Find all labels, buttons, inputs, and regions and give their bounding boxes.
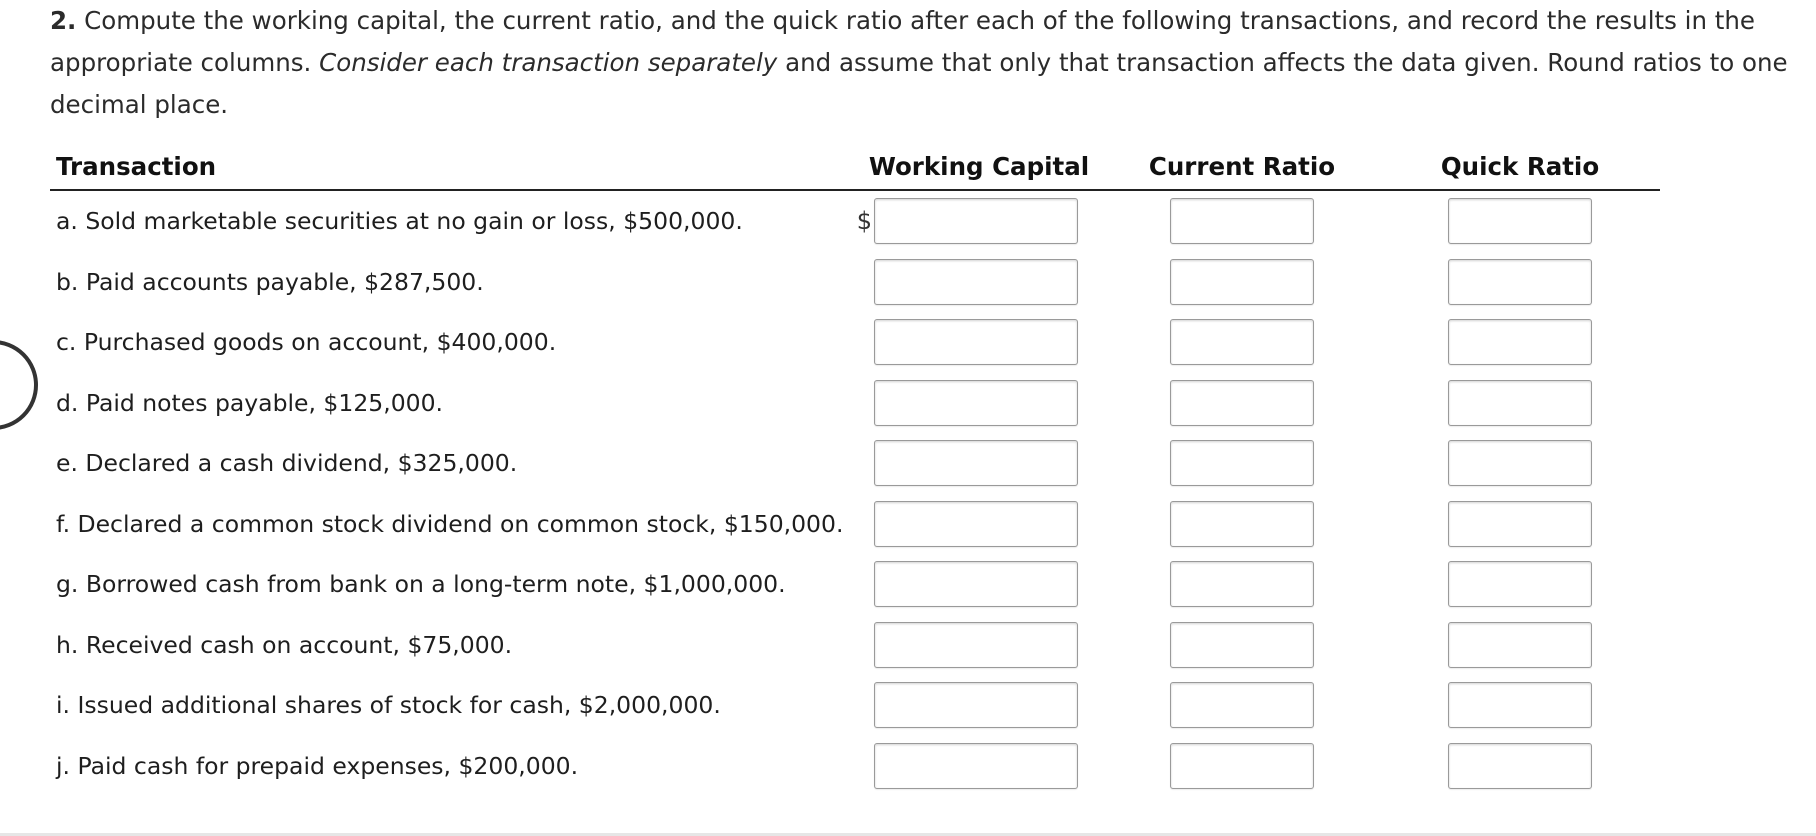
transaction-description: a. Sold marketable securities at no gain or loss, $500,000. bbox=[56, 207, 743, 236]
table-row bbox=[50, 373, 1660, 434]
quick-ratio-input[interactable] bbox=[1448, 198, 1592, 244]
quick-ratio-input[interactable] bbox=[1448, 561, 1592, 607]
table-header-row bbox=[50, 143, 1660, 190]
header-working-capital: Working Capital bbox=[854, 143, 1104, 190]
quick-ratio-input[interactable] bbox=[1448, 380, 1592, 426]
working-capital-input[interactable] bbox=[874, 561, 1078, 607]
current-ratio-input[interactable] bbox=[1170, 682, 1314, 728]
table-row bbox=[50, 615, 1660, 676]
current-ratio-input[interactable] bbox=[1170, 380, 1314, 426]
table-row bbox=[50, 736, 1660, 797]
transaction-description: j. Paid cash for prepaid expenses, $200,000. bbox=[56, 751, 579, 780]
transaction-description: g. Borrowed cash from bank on a long-term note, $1,000,000. bbox=[56, 570, 786, 599]
question-instructions bbox=[50, 0, 1790, 126]
table-row bbox=[50, 433, 1660, 494]
quick-ratio-input[interactable] bbox=[1448, 743, 1592, 789]
instruction-text-part2: and assume that only that transaction affects the data given. Round ratios to one decimal place. bbox=[50, 48, 1788, 119]
question-number: 2. bbox=[50, 6, 77, 35]
working-capital-input[interactable] bbox=[874, 743, 1078, 789]
working-capital-input[interactable] bbox=[874, 259, 1078, 305]
quick-ratio-input[interactable] bbox=[1448, 440, 1592, 486]
header-quick-ratio: Quick Ratio bbox=[1380, 143, 1660, 190]
quick-ratio-input[interactable] bbox=[1448, 319, 1592, 365]
transaction-description: c. Purchased goods on account, $400,000. bbox=[56, 328, 557, 357]
transactions-table bbox=[50, 143, 1660, 796]
current-ratio-input[interactable] bbox=[1170, 440, 1314, 486]
working-capital-input[interactable] bbox=[874, 501, 1078, 547]
table-row bbox=[50, 190, 1660, 252]
transaction-description: b. Paid accounts payable, $287,500. bbox=[56, 267, 484, 296]
circle-marker-icon bbox=[0, 340, 38, 430]
transaction-description: f. Declared a common stock dividend on common stock, $150,000. bbox=[56, 509, 844, 538]
current-ratio-input[interactable] bbox=[1170, 198, 1314, 244]
transaction-description: e. Declared a cash dividend, $325,000. bbox=[56, 449, 518, 478]
quick-ratio-input[interactable] bbox=[1448, 682, 1592, 728]
quick-ratio-input[interactable] bbox=[1448, 259, 1592, 305]
dollar-sign: $ bbox=[856, 207, 872, 236]
current-ratio-input[interactable] bbox=[1170, 561, 1314, 607]
quick-ratio-input[interactable] bbox=[1448, 622, 1592, 668]
transaction-description: i. Issued additional shares of stock for cash, $2,000,000. bbox=[56, 691, 721, 720]
working-capital-input[interactable] bbox=[874, 440, 1078, 486]
working-capital-input[interactable] bbox=[874, 198, 1078, 244]
transaction-description: h. Received cash on account, $75,000. bbox=[56, 630, 513, 659]
table-row bbox=[50, 554, 1660, 615]
current-ratio-input[interactable] bbox=[1170, 622, 1314, 668]
working-capital-input[interactable] bbox=[874, 622, 1078, 668]
table-row bbox=[50, 675, 1660, 736]
table-row bbox=[50, 312, 1660, 373]
header-transaction: Transaction bbox=[50, 143, 854, 190]
table-row bbox=[50, 494, 1660, 555]
instruction-emphasis: Consider each transaction separately bbox=[319, 48, 778, 77]
working-capital-input[interactable] bbox=[874, 319, 1078, 365]
current-ratio-input[interactable] bbox=[1170, 743, 1314, 789]
instruction-text-part1: Compute the working capital, the current ratio, and the quick ratio after each of the following transactions, and record the results in the appropriate columns. bbox=[50, 6, 1755, 77]
table-row bbox=[50, 252, 1660, 313]
current-ratio-input[interactable] bbox=[1170, 501, 1314, 547]
working-capital-input[interactable] bbox=[874, 682, 1078, 728]
working-capital-input[interactable] bbox=[874, 380, 1078, 426]
current-ratio-input[interactable] bbox=[1170, 259, 1314, 305]
current-ratio-input[interactable] bbox=[1170, 319, 1314, 365]
table-body bbox=[50, 190, 1660, 796]
header-current-ratio: Current Ratio bbox=[1104, 143, 1380, 190]
transaction-description: d. Paid notes payable, $125,000. bbox=[56, 388, 444, 417]
quick-ratio-input[interactable] bbox=[1448, 501, 1592, 547]
